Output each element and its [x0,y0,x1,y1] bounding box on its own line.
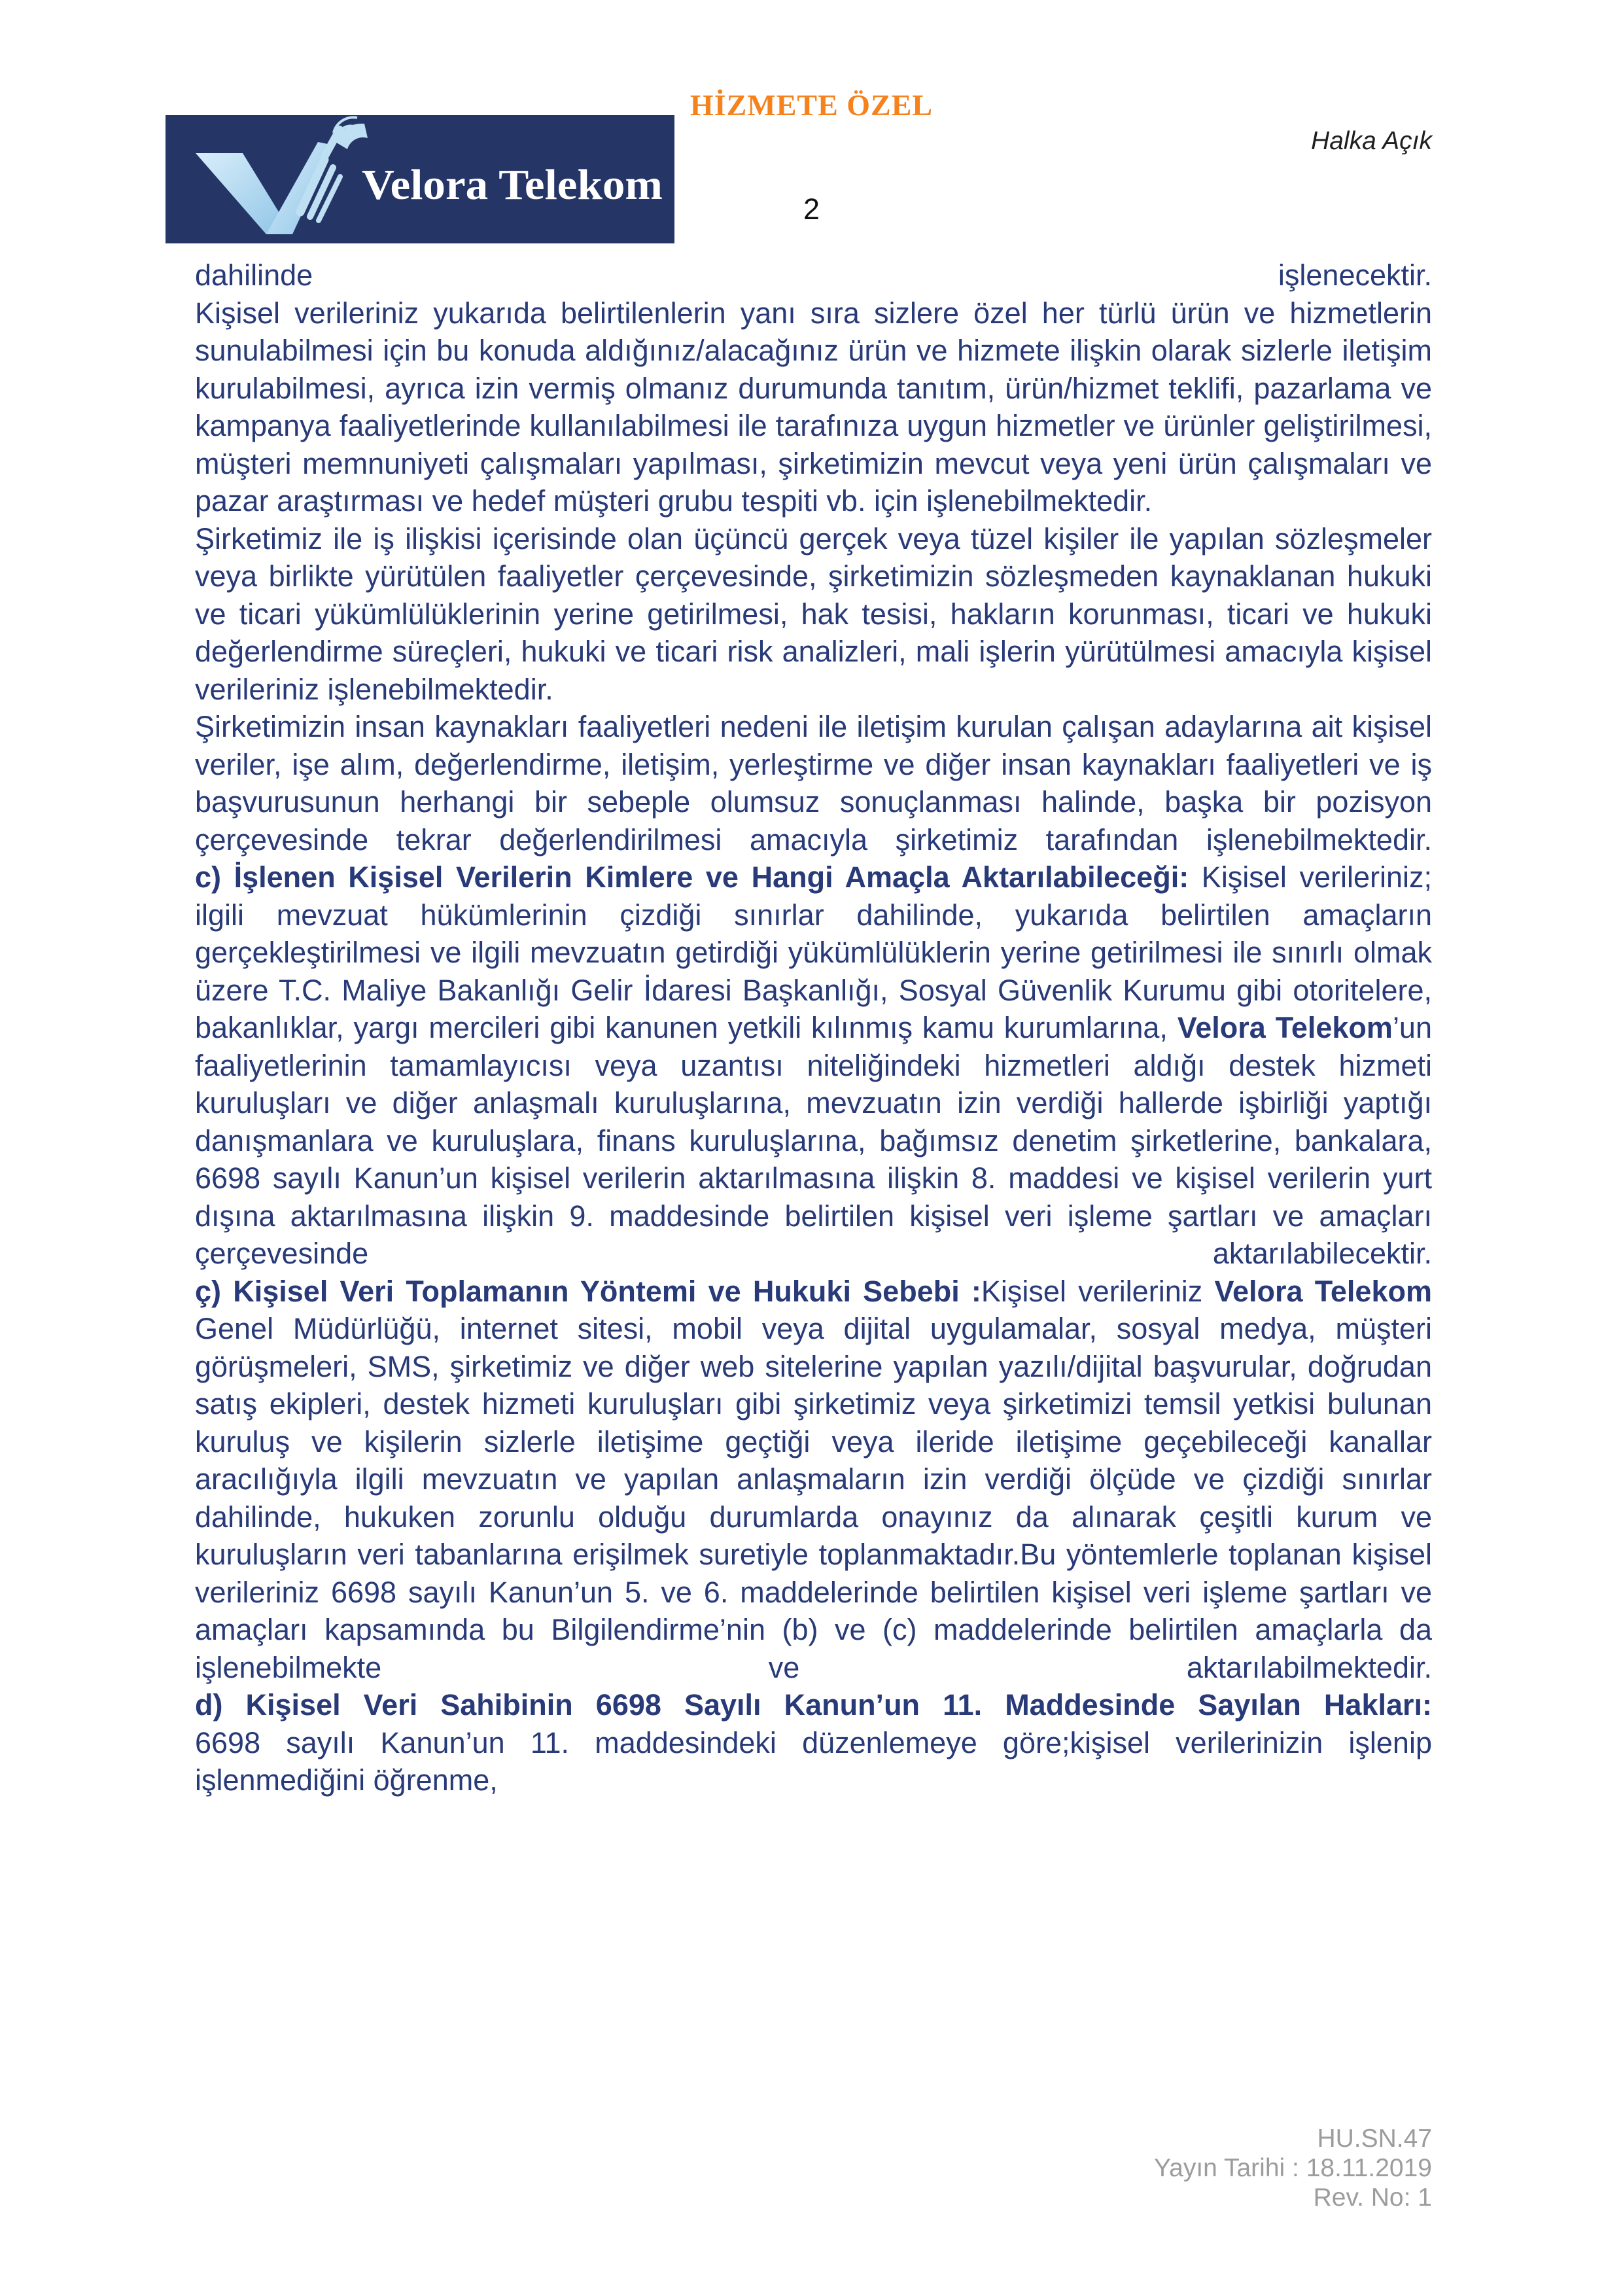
section-cc-paragraph [195,1273,1432,1687]
section-d-text: 6698 sayılı Kanun’un 11. maddesindeki düzenlemeye göre;kişisel verilerinizin işlenip işlenmediğini öğrenme, [195,1725,1432,1797]
section-c-text-2: ’un faaliyetlerinin tamamlayıcısı veya uzantısı niteliğindeki hizmetleri aldığı destek hizmeti kuruluşları ve diğer anlaşmalı kuruluşlarına, mevzuatın izin verdiği hallerde işbirliği yaptığı danışmanlara ve kuruluşlara, finans kuruluşlarına, bağımsız denetim şirketlerine, bankalara, 6698 sayılı Kanun’un kişisel verilerin aktarılmasına ilişkin 8. maddesi ve kişisel verilerin yurt dışına aktarılmasına ilişkin 9. maddesinde belirtilen kişisel veri işleme şartları ve amaçları çerçevesinde aktarılabilecektir. [195,1011,1432,1270]
section-cc-text-1: Kişisel verileriniz [981,1274,1215,1308]
carryover-word-right: işlenecektir. [1278,258,1432,292]
document-footer [1154,2124,1432,2212]
section-d-heading [195,1686,1432,1724]
document-body [195,256,1432,1799]
doc-code: HU.SN.47 [1317,2125,1432,2153]
classification-label: HİZMETE ÖZEL [689,88,934,122]
paragraph-hr-candidates: Şirketimizin insan kaynakları faaliyetleri nedeni ile iletişim kurulan çalışan adaylarına ait kişisel veriler, işe alım, değerlendirme, iletişim, yerleştirme ve diğer insan kaynakları faaliyetleri ve iş başvurusunun herhangi bir sebeple olumsuz sonuçlanması halinde, başka bir pozisyon çerçevesinde tekrar değerlendirilmesi amacıyla şirketimiz tarafından işlenebilmektedir. [195,710,1432,857]
section-cc-text-2: Genel Müdürlüğü, internet sitesi, mobil veya dijital uygulamalar, sosyal medya, müşteri görüşmeleri, SMS, şirketimiz ve diğer web sitelerine yapılan yazılı/dijital başvurular, doğrudan satış ekipleri, destek hizmeti kuruluşları gibi şirketimiz veya şirketimizi temsil yetkisi bulunan kuruluş ve kişilerin sizlerle iletişime geçtiği veya ileride iletişime geçebileceği kanallar aracılığıyla ilgili mevzuatın ve yapılan anlaşmaların izin verdiği ölçüde ve çizdiği sınırlar dahilinde, hukuken zorunlu olduğu durumlarda onayınız da alınarak çeşitli kurum ve kuruluşların veri tabanlarına erişilmek suretiyle toplanmaktadır.Bu yöntemlerle toplanan kişisel verileriniz 6698 sayılı Kanun’un 5. ve 6. maddelerinde belirtilen kişisel veri işleme şartları ve amaçları kapsamında bu Bilgilendirme’nin (b) ve (c) maddelerinde belirtilen amaçlarla da işlenebilmekte ve aktarılabilmektedir. [195,1312,1432,1684]
brand-name-bold-cc: Velora Telekom [1214,1274,1432,1308]
paragraph-third-party-contracts: Şirketimiz ile iş ilişkisi içerisinde olan üçüncü gerçek veya tüzel kişiler ile yapılan sözleşmeler veya birlikte yürütülen faaliyetler çerçevesinde, şirketimizin sözleşmeden kaynaklanan hukuki ve ticari yükümlülüklerinin yerine getirilmesi, hak tesisi, hakların korunması, ticari ve hukuki değerlendirme süreçleri, hukuki ve ticari risk analizleri, mali işlerin yürütülmesi amacıyla kişisel verileriniz işlenebilmektedir. [195,521,1432,706]
section-cc-heading: ç) Kişisel Veri Toplamanın Yöntemi ve Hukuki Sebebi : [195,1274,981,1308]
section-c-heading: c) İşlenen Kişisel Verilerin Kimlere ve Hangi Amaçla Aktarılabileceği: [195,860,1189,894]
revision-number: Rev. No: 1 [1313,2183,1432,2212]
carryover-word-left: dahilinde [195,258,313,292]
company-logo-text: Velora Telekom [362,161,663,209]
carryover-line [195,256,1432,294]
page-number: 2 [803,192,820,226]
brand-name-bold-c: Velora Telekom [1177,1011,1393,1044]
section-c-paragraph [195,858,1432,1273]
section-c-text-1: Kişisel verileriniz; ilgili mevzuat hükümlerinin çizdiği sınırlar dahilinde, yukarıda belirtilen amaçların gerçekleştirilmesi ve ilgili mevzuatın getirdiği yükümlülüklerin yerine getirilmesi ile sınırlı olmak üzere T.C. Maliye Bakanlığı Gelir İdaresi Başkanlığı, Sosyal Güvenlik Kurumu gibi otoritelere, bakanlıklar, yargı mercileri gibi kanunen yetkili kılınmış kamu kurumlarına, [195,860,1432,1044]
paragraph-processing-purposes: Kişisel verileriniz yukarıda belirtilenlerin yanı sıra sizlere özel her türlü ürün ve hizmetlerin sunulabilmesi için bu konuda aldığınız/alacağınız ürün ve hizmete ilişkin olarak sizlerle iletişim kurulabilmesi, ayrıca izin vermiş olmanız durumunda tanıtım, ürün/hizmet teklifi, pazarlama ve kampanya faaliyetlerinde kullanılabilmesi ile tarafınıza uygun hizmetler ve ürünler geliştirilmesi, müşteri memnuniyeti çalışmaları yapılması, şirketimizin mevcut veya yeni ürün çalışmaları ve pazar araştırması ve hedef müşteri grubu tespiti vb. için işlenebilmektedir. [195,296,1432,518]
visibility-label: Halka Açık [1311,127,1432,155]
section-d-heading-text: d) Kişisel Veri Sahibinin 6698 Sayılı Kanun’un 11. Maddesinde Sayılan Hakları: [195,1688,1432,1722]
publish-date: Yayın Tarihi : 18.11.2019 [1154,2154,1432,2182]
